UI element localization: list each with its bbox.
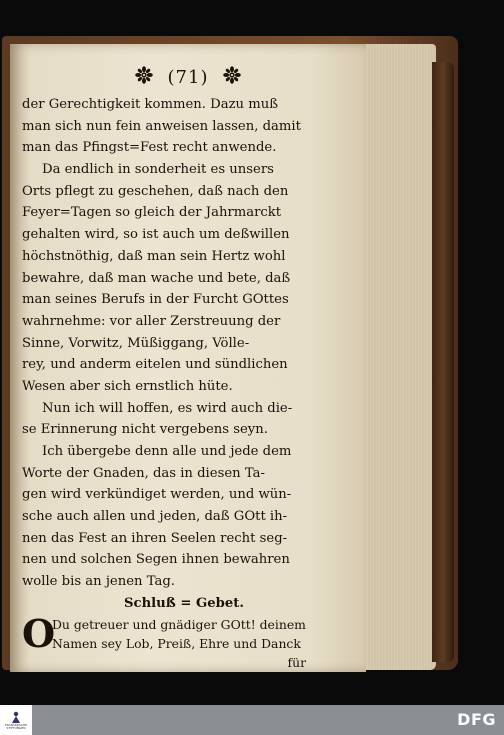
footer-bar	[0, 705, 504, 735]
flower-ornament-icon	[223, 66, 241, 89]
text-line: Ich übergebe denn alle und jede dem	[42, 444, 292, 459]
logo-text: FRANCKESCHE STIFTUNGEN	[4, 723, 28, 730]
text-line: Nun ich will hoffen, es wird auch die-	[42, 400, 293, 416]
institution-logo[interactable]	[0, 705, 32, 735]
section-heading: Schluß = Gebet.	[124, 595, 244, 611]
text-line: Worte der Gnaden, das in diesen Ta-	[22, 465, 265, 481]
text-line: gehalten wird, so ist auch um deßwillen	[22, 227, 290, 243]
text-line: man das Pfingst=Fest recht anwende.	[22, 140, 277, 156]
institution-emblem-icon	[9, 710, 23, 724]
text-line: man sich nun fein anweisen lassen, damit	[22, 118, 301, 134]
page-header	[10, 66, 366, 89]
prayer-line: Namen sey Lob, Preiß, Ehre und Danck	[52, 635, 301, 651]
catchword: für	[287, 654, 306, 670]
text-line: bewahre, daß man wache und bete, daß	[22, 270, 291, 286]
text-line: höchstnöthig, daß man sein Hertz wohl	[22, 248, 286, 264]
page-edges	[360, 44, 436, 670]
text-line: Sinne, Vorwitz, Müßiggang, Völle-	[22, 335, 250, 351]
text-line: Da endlich in sonderheit es unsers	[42, 162, 274, 178]
text-line: nen und solchen Segen ihnen bewahren	[22, 552, 290, 568]
text-line: der Gerechtigkeit kommen. Dazu muß	[22, 97, 279, 112]
funder-logo[interactable]: DFG	[457, 710, 496, 729]
text-line: se Erinnerung nicht vergebens seyn.	[22, 422, 268, 438]
page-text	[22, 94, 306, 672]
drop-cap: O	[22, 610, 56, 656]
text-line: wolle bis an jenen Tag.	[22, 574, 175, 590]
prayer-line: Du getreuer und gnädiger GOtt! deinem	[52, 616, 306, 632]
text-line: Orts pflegt zu geschehen, daß nach den	[22, 183, 289, 199]
text-line: Feyer=Tagen so gleich der Jahrmarckt	[22, 205, 282, 221]
book-spine	[432, 62, 454, 662]
text-line: rey, und anderm eitelen und sündlichen	[22, 357, 288, 373]
text-line: gen wird verkündiget werden, und wün-	[22, 487, 292, 503]
book-page	[10, 44, 366, 672]
text-line: nen das Fest an ihren Seelen recht seg-	[22, 530, 288, 546]
text-line: sche auch allen und jeden, daß GOtt ih-	[22, 509, 288, 525]
flower-ornament-icon	[135, 66, 153, 89]
prayer-block	[22, 610, 306, 672]
text-line: Wesen aber sich ernstlich hüte.	[22, 378, 233, 394]
page-number: (71)	[167, 67, 209, 88]
text-line: man seines Berufs in der Furcht GOttes	[22, 292, 289, 308]
text-line: wahrnehme: vor aller Zerstreuung der	[22, 313, 281, 329]
